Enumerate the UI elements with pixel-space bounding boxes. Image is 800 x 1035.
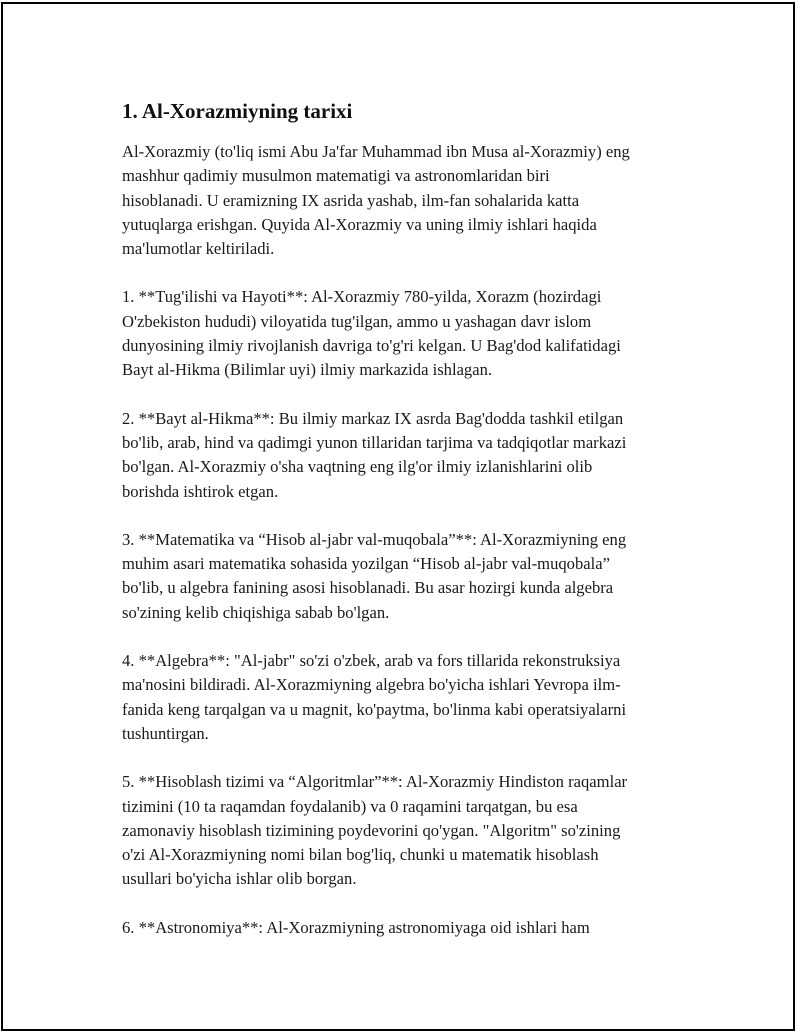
paragraph-astronomy <box>122 916 702 940</box>
text-line: 3. **Matematika va “Hisob al-jabr val-muqobala”**: Al-Xorazmiyning eng <box>122 529 627 549</box>
text-line: bo'lib, arab, hind va qadimgi yunon tillaridan tarjima va tadqiqotlar markazi <box>122 432 627 452</box>
text-line: zamonaviy hisoblash tizimining poydevorini qo'ygan. "Algoritm" so'zining <box>122 820 621 840</box>
text-line: so'zining kelib chiqishiga sabab bo'lgan. <box>122 602 390 622</box>
text-line: mashhur qadimiy musulmon matematigi va astronomlaridan biri <box>122 166 550 186</box>
text-line: fanida keng tarqalgan va u magnit, ko'paytma, bo'linma kabi operatsiyalarni <box>122 699 627 719</box>
text-line: tizimini (10 ta raqamdan foydalanib) va 0 raqamini tarqatgan, bu esa <box>122 796 578 816</box>
text-line: bo'lib, u algebra fanining asosi hisoblanadi. Bu asar hozirgi kunda algebra <box>122 578 614 598</box>
text-line: usullari bo'yicha ishlar olib borgan. <box>122 869 357 889</box>
text-line: yutuqlarga erishgan. Quyida Al-Xorazmiy va uning ilmiy ishlari haqida <box>122 214 597 234</box>
paragraph-bayt-al-hikma <box>122 407 702 504</box>
text-line: tushuntirgan. <box>122 723 209 743</box>
paragraph-birth-and-life <box>122 285 702 382</box>
text-line: muhim asari matematika sohasida yozilgan “Hisob al-jabr val-muqobala” <box>122 554 610 574</box>
text-line: 1. **Tug'ilishi va Hayoti**: Al-Xorazmiy 780-yilda, Xorazm (hozirdagi <box>122 287 602 307</box>
text-line: 5. **Hisoblash tizimi va “Algoritmlar”**: Al-Xorazmiy Hindiston raqamlar <box>122 772 628 792</box>
text-line: bo'lgan. Al-Xorazmiy o'sha vaqtning eng ilg'or ilmiy izlanishlarini olib <box>122 457 593 477</box>
text-line: ma'lumotlar keltiriladi. <box>122 239 275 259</box>
text-line: 6. **Astronomiya**: Al-Xorazmiyning astronomiyaga oid ishlari ham <box>122 917 590 937</box>
paragraph-algebra <box>122 649 702 746</box>
text-line: O'zbekiston hududi) viloyatida tug'ilgan, ammo u yashagan davr islom <box>122 311 592 331</box>
text-line: o'zi Al-Xorazmiyning nomi bilan bog'liq, chunki u matematik hisoblash <box>122 845 599 865</box>
paragraph-algorithms <box>122 770 702 891</box>
text-line: borishda ishtirok etgan. <box>122 481 279 501</box>
page-frame <box>1 2 795 1031</box>
text-line: Bayt al-Hikma (Bilimlar uyi) ilmiy markazida ishlagan. <box>122 360 493 380</box>
text-line: hisoblanadi. U eramizning IX asrida yashab, ilm-fan sohalarida katta <box>122 190 580 210</box>
text-line: dunyosining ilmiy rivojlanish davriga to'g'ri kelgan. U Bag'dod kalifatidagi <box>122 336 621 356</box>
text-line: 4. **Algebra**: "Al-jabr" so'zi o'zbek, arab va fors tillarida rekonstruksiya <box>122 651 621 671</box>
paragraph-intro <box>122 140 702 261</box>
text-line: Al-Xorazmiy (to'liq ismi Abu Ja'far Muhammad ibn Musa al-Xorazmiy) eng <box>122 142 630 161</box>
text-line: ma'nosini bildiradi. Al-Xorazmiyning algebra bo'yicha ishlari Yevropa ilm- <box>122 675 621 695</box>
text-line: 2. **Bayt al-Hikma**: Bu ilmiy markaz IX asrda Bag'dodda tashkil etilgan <box>122 408 624 428</box>
paragraph-mathematics <box>122 528 702 625</box>
document-body <box>122 96 702 964</box>
document-title: 1. Al-Xorazmiyning tarixi <box>122 99 353 123</box>
